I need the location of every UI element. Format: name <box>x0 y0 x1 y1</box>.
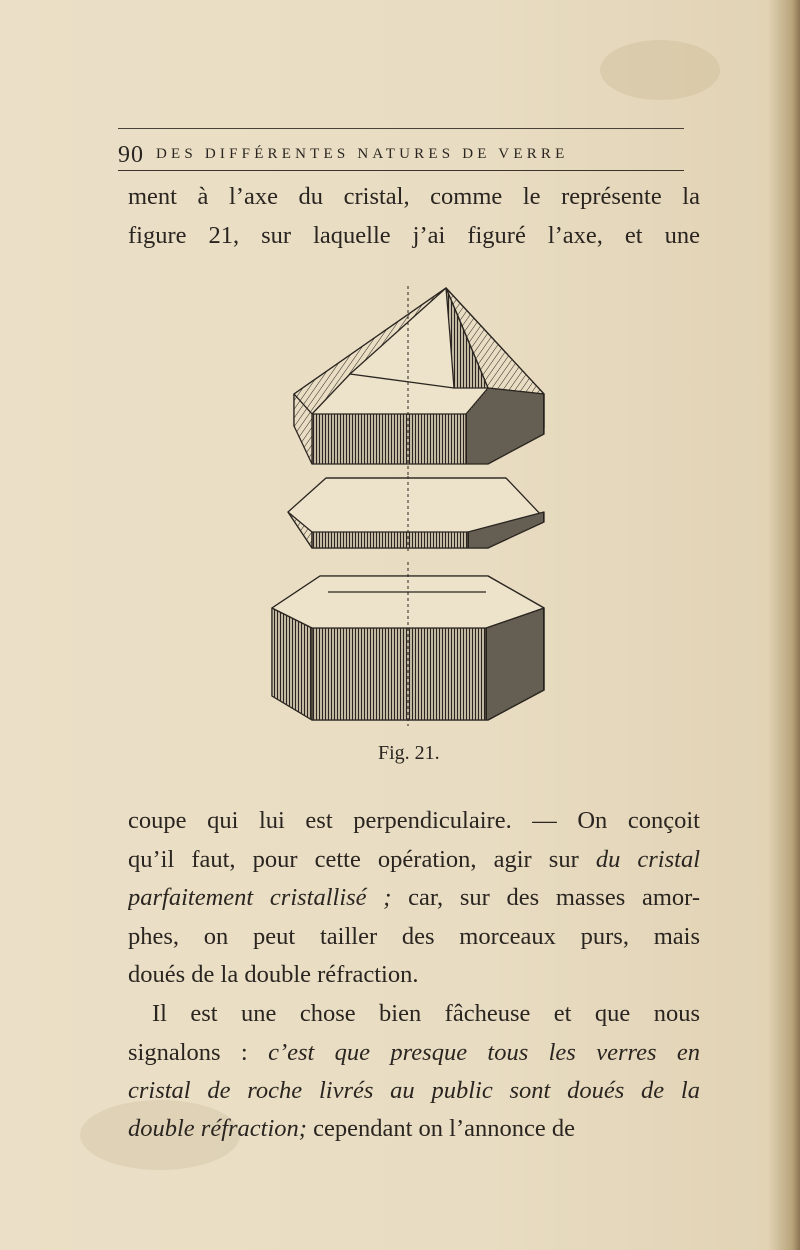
text-span: car, sur des masses amor- <box>391 884 700 911</box>
text-span: cependant on l’annonce de <box>306 1115 575 1142</box>
text-line <box>128 1110 700 1149</box>
text-line: Il est une chose bien fâcheuse et que nous <box>152 1000 700 1027</box>
paragraph-main-end <box>128 956 700 995</box>
page-header <box>118 142 684 172</box>
paragraph-last <box>128 995 700 1111</box>
paragraph-last-end <box>128 1110 700 1149</box>
crystal-figure-illustration <box>258 286 558 731</box>
italic-span: cristal de roche livrés au public sont doués de la <box>128 1077 700 1104</box>
text-line <box>128 841 700 880</box>
running-title: DES DIFFÉRENTES NATURES DE VERRE <box>156 146 569 162</box>
italic-span: du cristal <box>595 845 700 873</box>
text-line: doués de la double réfraction. <box>128 961 419 988</box>
figure-caption: Fig. 21. <box>378 742 440 764</box>
text-line: phes, on peut tailler des morceaux purs, mais <box>128 922 700 950</box>
header-rule-bottom <box>118 170 684 171</box>
paragraph-top <box>128 178 700 255</box>
text-line: coupe qui lui est perpendiculaire. — On conçoit <box>128 807 700 834</box>
text-span: qu’il faut, pour cette opération, agir sur <box>128 845 596 873</box>
text-line <box>128 879 700 918</box>
italic-span: double réfraction; <box>128 1115 307 1142</box>
text-line: ment à l’axe du cristal, comme le représente la <box>128 183 700 210</box>
text-line <box>128 1072 700 1111</box>
page-number: 90 <box>118 142 144 168</box>
text-span: signalons : <box>128 1038 269 1066</box>
italic-span: c’est que presque tous les verres en <box>268 1038 700 1066</box>
paragraph-main <box>128 802 700 956</box>
text-line: figure 21, sur laquelle j’ai figuré l’axe, et une <box>128 221 700 249</box>
paper-stain <box>600 40 720 100</box>
header-rule-top <box>118 128 684 129</box>
text-line <box>128 1034 700 1073</box>
italic-span: parfaitement cristallisé ; <box>128 884 392 911</box>
